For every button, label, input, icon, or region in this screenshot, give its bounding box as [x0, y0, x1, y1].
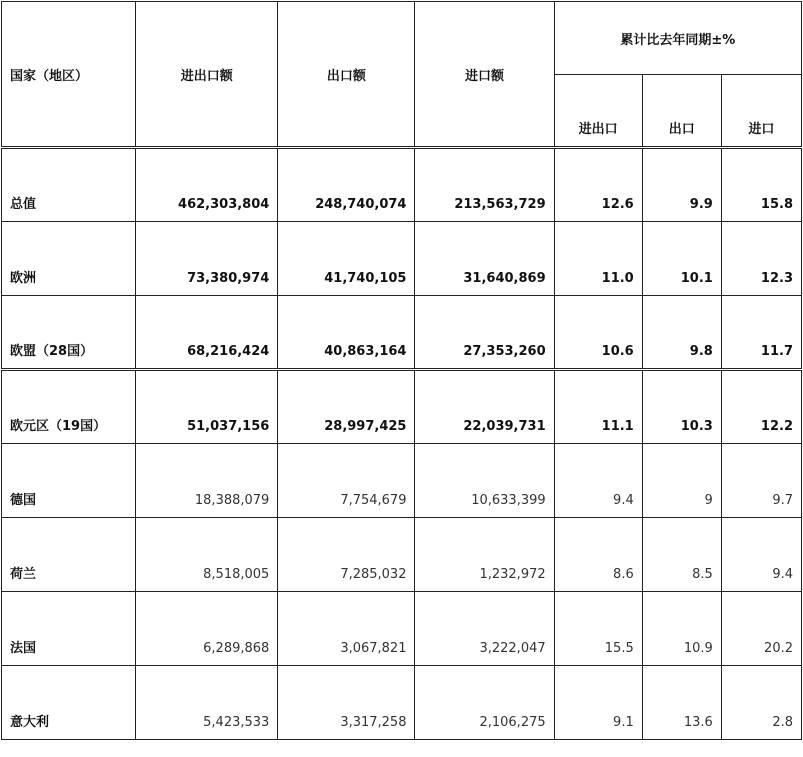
- cell-export: 41,740,105: [278, 222, 415, 296]
- cell-total: 73,380,974: [136, 222, 278, 296]
- cell-yoy-import: 11.7: [721, 296, 801, 370]
- cell-yoy-total: 10.6: [554, 296, 642, 370]
- cell-import: 3,222,047: [415, 592, 554, 666]
- cell-yoy-export: 9.8: [642, 296, 721, 370]
- cell-import: 27,353,260: [415, 296, 554, 370]
- header-export: 出口额: [278, 2, 415, 148]
- cell-yoy-import: 12.3: [721, 222, 801, 296]
- cell-yoy-import: 20.2: [721, 592, 801, 666]
- cell-import: 2,106,275: [415, 666, 554, 740]
- cell-yoy-total: 12.6: [554, 148, 642, 222]
- cell-yoy-export: 10.9: [642, 592, 721, 666]
- cell-yoy-import: 9.4: [721, 518, 801, 592]
- cell-import: 213,563,729: [415, 148, 554, 222]
- cell-import: 1,232,972: [415, 518, 554, 592]
- cell-yoy-export: 8.5: [642, 518, 721, 592]
- cell-yoy-export: 10.1: [642, 222, 721, 296]
- cell-yoy-total: 15.5: [554, 592, 642, 666]
- cell-export: 28,997,425: [278, 370, 415, 444]
- header-total-trade: 进出口额: [136, 2, 278, 148]
- cell-total: 18,388,079: [136, 444, 278, 518]
- row-name: 法国: [2, 592, 136, 666]
- cell-yoy-total: 9.1: [554, 666, 642, 740]
- row-name: 总值: [2, 148, 136, 222]
- header-yoy-export: 出口: [642, 75, 721, 148]
- cell-total: 8,518,005: [136, 518, 278, 592]
- cell-export: 3,067,821: [278, 592, 415, 666]
- row-name: 德国: [2, 444, 136, 518]
- table-row: [2, 148, 802, 222]
- row-name: 意大利: [2, 666, 136, 740]
- cell-total: 6,289,868: [136, 592, 278, 666]
- cell-yoy-total: 11.0: [554, 222, 642, 296]
- cell-export: 3,317,258: [278, 666, 415, 740]
- cell-yoy-export: 9: [642, 444, 721, 518]
- row-name: 欧盟（28国）: [2, 296, 136, 370]
- table-row: [2, 444, 802, 518]
- row-name: 欧元区（19国）: [2, 370, 136, 444]
- cell-total: 68,216,424: [136, 296, 278, 370]
- cell-yoy-export: 9.9: [642, 148, 721, 222]
- cell-yoy-total: 9.4: [554, 444, 642, 518]
- header-country: 国家（地区）: [2, 2, 136, 148]
- table-row: [2, 222, 802, 296]
- table-row: [2, 296, 802, 370]
- header-import: 进口额: [415, 2, 554, 148]
- cell-yoy-import: 15.8: [721, 148, 801, 222]
- cell-yoy-import: 2.8: [721, 666, 801, 740]
- table-row: [2, 370, 802, 444]
- cell-total: 462,303,804: [136, 148, 278, 222]
- cell-import: 10,633,399: [415, 444, 554, 518]
- header-yoy-import: 进口: [721, 75, 801, 148]
- table-row: [2, 592, 802, 666]
- row-name: 欧洲: [2, 222, 136, 296]
- table-row: [2, 518, 802, 592]
- row-name: 荷兰: [2, 518, 136, 592]
- cell-yoy-import: 9.7: [721, 444, 801, 518]
- cell-yoy-export: 13.6: [642, 666, 721, 740]
- cell-yoy-total: 11.1: [554, 370, 642, 444]
- cell-yoy-export: 10.3: [642, 370, 721, 444]
- cell-total: 5,423,533: [136, 666, 278, 740]
- header-yoy-total: 进出口: [554, 75, 642, 148]
- cell-export: 40,863,164: [278, 296, 415, 370]
- cell-yoy-import: 12.2: [721, 370, 801, 444]
- cell-yoy-total: 8.6: [554, 518, 642, 592]
- cell-import: 31,640,869: [415, 222, 554, 296]
- cell-export: 7,285,032: [278, 518, 415, 592]
- cell-export: 7,754,679: [278, 444, 415, 518]
- trade-table: [1, 1, 802, 740]
- cell-total: 51,037,156: [136, 370, 278, 444]
- cell-import: 22,039,731: [415, 370, 554, 444]
- header-yoy-group: 累计比去年同期±%: [554, 2, 801, 75]
- cell-export: 248,740,074: [278, 148, 415, 222]
- table-row: [2, 666, 802, 740]
